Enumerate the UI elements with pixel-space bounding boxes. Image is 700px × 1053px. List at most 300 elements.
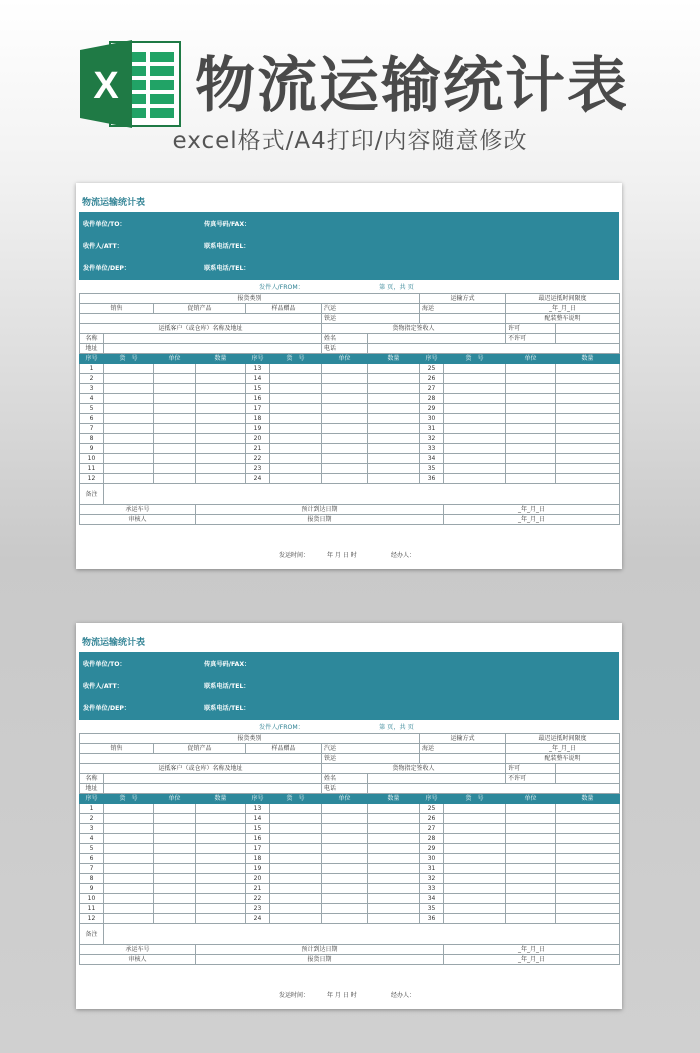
row-number-cell: 32	[420, 874, 444, 884]
empty-cell	[196, 894, 246, 904]
col-header: 单位	[506, 794, 556, 804]
empty-cell	[556, 834, 620, 844]
empty-cell	[154, 884, 196, 894]
empty-cell	[506, 834, 556, 844]
empty-cell	[270, 814, 322, 824]
empty-cell	[322, 914, 368, 924]
col-header: 货 号	[270, 794, 322, 804]
row-number-cell: 11	[80, 904, 104, 914]
row-number-cell: 9	[80, 444, 104, 454]
empty-cell	[154, 394, 196, 404]
empty-cell	[270, 864, 322, 874]
empty-cell	[322, 814, 368, 824]
empty-cell	[368, 474, 420, 484]
table-row	[80, 854, 620, 864]
eta-cell: 预计到达日期	[196, 945, 444, 955]
empty-cell	[556, 454, 620, 464]
permit-cell: 许可	[506, 764, 556, 774]
empty-cell	[368, 454, 420, 464]
receiver-info-cell: 运抵客户（或仓库）名称及地址	[80, 324, 322, 334]
empty-cell	[270, 444, 322, 454]
col-header: 货 号	[104, 354, 154, 364]
empty-cell	[444, 824, 506, 834]
empty-cell	[556, 424, 620, 434]
row-number-cell: 32	[420, 434, 444, 444]
empty-cell	[322, 444, 368, 454]
row-number-cell: 21	[246, 884, 270, 894]
empty-cell	[506, 804, 556, 814]
empty-cell	[444, 394, 506, 404]
empty-cell	[444, 434, 506, 444]
row-number-cell: 31	[420, 424, 444, 434]
rail-cell: 铁运	[322, 314, 420, 324]
table-row	[80, 414, 620, 424]
empty-cell	[196, 864, 246, 874]
empty-cell	[196, 834, 246, 844]
empty-cell	[506, 424, 556, 434]
empty-cell	[104, 874, 154, 884]
empty-cell	[556, 814, 620, 824]
empty-cell	[322, 894, 368, 904]
tel-label: 联系电话/TEL：	[204, 265, 250, 272]
empty-cell	[556, 444, 620, 454]
receiver-info-cell: 运抵客户（或仓库）名称及地址	[80, 764, 322, 774]
empty-cell	[556, 374, 620, 384]
att-label: 收件人/ATT：	[83, 683, 123, 690]
empty-cell	[368, 374, 420, 384]
table-row	[80, 844, 620, 854]
row-number-cell: 10	[80, 894, 104, 904]
sheet-preview	[76, 623, 622, 1009]
row-number-cell: 15	[246, 384, 270, 394]
col-header: 数量	[556, 354, 620, 364]
empty-cell	[556, 884, 620, 894]
empty-cell	[154, 384, 196, 394]
reviewer-cell: 审核人	[80, 955, 196, 965]
empty-cell	[444, 834, 506, 844]
empty-cell	[104, 834, 154, 844]
empty-cell	[196, 384, 246, 394]
row-number-cell: 7	[80, 864, 104, 874]
empty-cell	[196, 844, 246, 854]
empty-cell	[104, 804, 154, 814]
empty-cell	[322, 884, 368, 894]
empty-cell	[154, 474, 196, 484]
phone-cell: 电话	[322, 784, 368, 794]
address-cell: 地址	[80, 784, 104, 794]
empty-cell	[368, 864, 420, 874]
col-header: 数量	[368, 794, 420, 804]
empty-cell	[104, 914, 154, 924]
table-row	[80, 374, 620, 384]
empty-cell	[368, 404, 420, 414]
row-number-cell: 2	[80, 814, 104, 824]
empty-cell	[196, 444, 246, 454]
empty-cell	[104, 424, 154, 434]
empty-cell	[556, 404, 620, 414]
empty-cell	[506, 374, 556, 384]
empty-cell	[104, 854, 154, 864]
row-number-cell: 35	[420, 904, 444, 914]
empty-cell	[444, 424, 506, 434]
empty-cell	[506, 864, 556, 874]
table-row	[80, 814, 620, 824]
col-header: 货 号	[444, 794, 506, 804]
empty-cell	[196, 824, 246, 834]
row-number-cell: 11	[80, 464, 104, 474]
empty-cell	[322, 824, 368, 834]
empty-cell	[556, 904, 620, 914]
col-header: 单位	[506, 354, 556, 364]
empty-cell	[556, 914, 620, 924]
empty-cell	[270, 394, 322, 404]
row-number-cell: 7	[80, 424, 104, 434]
empty-cell	[270, 434, 322, 444]
empty-cell	[104, 404, 154, 414]
items-header-row	[80, 354, 620, 364]
reviewer-cell: 审核人	[80, 515, 196, 525]
row-number-cell: 36	[420, 914, 444, 924]
empty-cell	[444, 414, 506, 424]
transport-mode-header: 运输方式	[420, 734, 506, 744]
row-number-cell: 16	[246, 394, 270, 404]
row-number-cell: 6	[80, 414, 104, 424]
empty-cell	[444, 914, 506, 924]
empty-cell	[506, 454, 556, 464]
excel-logo-icon	[80, 40, 182, 128]
empty-cell	[322, 854, 368, 864]
sales-cell: 销售	[80, 304, 154, 314]
empty-cell	[270, 914, 322, 924]
table-row	[80, 884, 620, 894]
carrier-plate-cell: 承运车号	[80, 945, 196, 955]
empty-cell	[368, 874, 420, 884]
empty-cell	[322, 844, 368, 854]
row-number-cell: 29	[420, 404, 444, 414]
table-row	[80, 804, 620, 814]
row-number-cell: 20	[246, 874, 270, 884]
empty-cell	[104, 414, 154, 424]
carrier-plate-cell: 承运车号	[80, 505, 196, 515]
row-number-cell: 23	[246, 464, 270, 474]
empty-cell	[506, 824, 556, 834]
col-header: 数量	[196, 794, 246, 804]
row-number-cell: 35	[420, 464, 444, 474]
empty-cell	[270, 374, 322, 384]
row-number-cell: 13	[246, 364, 270, 374]
empty-cell	[104, 824, 154, 834]
row-number-cell: 19	[246, 864, 270, 874]
truck-note-cell: 配装整车说明	[506, 754, 620, 764]
col-header: 数量	[196, 354, 246, 364]
report-date-value-cell: _年_月_日	[444, 515, 620, 525]
to-label: 收件单位/TO：	[83, 221, 126, 228]
empty-cell	[104, 864, 154, 874]
row-number-cell: 25	[420, 804, 444, 814]
row-number-cell: 2	[80, 374, 104, 384]
empty-cell	[270, 364, 322, 374]
row-number-cell: 12	[80, 914, 104, 924]
table-row	[80, 444, 620, 454]
row-number-cell: 22	[246, 894, 270, 904]
empty-cell	[368, 434, 420, 444]
tel-label: 联系电话/TEL：	[204, 705, 250, 712]
empty-cell	[104, 374, 154, 384]
row-number-cell: 25	[420, 364, 444, 374]
no-permit-cell: 不许可	[506, 334, 556, 344]
empty-cell	[506, 854, 556, 864]
empty-cell	[270, 424, 322, 434]
empty-cell	[506, 394, 556, 404]
col-header: 数量	[556, 794, 620, 804]
row-number-cell: 3	[80, 824, 104, 834]
designated-receiver-cell: 货物指定签收人	[322, 324, 506, 334]
empty-cell	[154, 854, 196, 864]
sheet-title: 物流运输统计表	[82, 198, 146, 208]
send-time-label: 发运时间：	[279, 552, 310, 559]
empty-cell	[556, 874, 620, 884]
recipient-band	[79, 212, 619, 280]
rail-cell: 铁运	[322, 754, 420, 764]
empty-cell	[196, 904, 246, 914]
empty-cell	[368, 904, 420, 914]
empty-cell	[444, 374, 506, 384]
row-number-cell: 1	[80, 804, 104, 814]
empty-cell	[506, 384, 556, 394]
empty-cell	[154, 434, 196, 444]
dep-label: 发件单位/DEP：	[83, 265, 131, 272]
promo-cell: 促销产品	[154, 744, 246, 754]
empty-cell	[556, 844, 620, 854]
empty-cell	[196, 404, 246, 414]
empty-cell	[444, 454, 506, 464]
empty-cell	[506, 364, 556, 374]
tel-label: 联系电话/TEL：	[204, 243, 250, 250]
empty-cell	[506, 814, 556, 824]
row-number-cell: 15	[246, 824, 270, 834]
empty-cell	[368, 844, 420, 854]
empty-cell	[444, 844, 506, 854]
empty-cell	[154, 374, 196, 384]
truck-note-cell: 配装整车说明	[506, 314, 620, 324]
empty-cell	[154, 914, 196, 924]
table-row	[80, 904, 620, 914]
empty-cell	[322, 394, 368, 404]
page-title: 物流运输统计表	[195, 51, 629, 121]
report-date-value-cell: _年_月_日	[444, 955, 620, 965]
empty-cell	[154, 824, 196, 834]
empty-cell	[104, 474, 154, 484]
empty-cell	[368, 444, 420, 454]
empty-cell	[196, 414, 246, 424]
table-row	[80, 824, 620, 834]
row-number-cell: 17	[246, 844, 270, 854]
goods-type-header: 报货类别	[80, 734, 420, 744]
row-number-cell: 17	[246, 404, 270, 414]
empty-cell	[104, 894, 154, 904]
empty-cell	[196, 394, 246, 404]
row-number-cell: 14	[246, 814, 270, 824]
col-header: 序号	[420, 354, 444, 364]
latest-time-header: 最迟运抵时间限度	[506, 294, 620, 304]
empty-cell	[444, 384, 506, 394]
table-row	[80, 834, 620, 844]
empty-cell	[196, 424, 246, 434]
send-time-label: 发运时间：	[279, 992, 310, 999]
row-number-cell: 9	[80, 884, 104, 894]
empty-cell	[506, 444, 556, 454]
empty-cell	[444, 814, 506, 824]
empty-cell	[506, 904, 556, 914]
empty-cell	[506, 464, 556, 474]
empty-cell	[368, 364, 420, 374]
phone-cell: 电话	[322, 344, 368, 354]
no-permit-cell: 不许可	[506, 774, 556, 784]
footer-line	[79, 549, 619, 560]
empty-cell	[322, 874, 368, 884]
table-row	[80, 874, 620, 884]
row-number-cell: 28	[420, 834, 444, 844]
from-label: 发件人/FROM：	[259, 724, 304, 731]
empty-cell	[556, 894, 620, 904]
col-header: 单位	[322, 354, 368, 364]
transport-mode-header: 运输方式	[420, 294, 506, 304]
empty-cell	[104, 444, 154, 454]
empty-cell	[154, 844, 196, 854]
sheet-title: 物流运输统计表	[82, 638, 146, 648]
sea-cell: 海运	[420, 304, 506, 314]
row-number-cell: 14	[246, 374, 270, 384]
empty-cell	[368, 804, 420, 814]
empty-cell	[196, 464, 246, 474]
empty-cell	[322, 454, 368, 464]
col-header: 货 号	[104, 794, 154, 804]
empty-cell	[196, 474, 246, 484]
row-number-cell: 1	[80, 364, 104, 374]
empty-cell	[104, 394, 154, 404]
empty-cell	[322, 474, 368, 484]
tel-label: 联系电话/TEL：	[204, 683, 250, 690]
promo-header	[0, 0, 700, 175]
empty-cell	[104, 844, 154, 854]
empty-cell	[104, 434, 154, 444]
empty-cell	[444, 474, 506, 484]
dep-label: 发件单位/DEP：	[83, 705, 131, 712]
row-number-cell: 12	[80, 474, 104, 484]
empty-cell	[506, 474, 556, 484]
empty-cell	[154, 904, 196, 914]
empty-cell	[154, 464, 196, 474]
empty-cell	[322, 464, 368, 474]
empty-cell	[196, 874, 246, 884]
row-number-cell: 28	[420, 394, 444, 404]
from-row	[79, 720, 619, 732]
empty-cell	[444, 464, 506, 474]
fax-label: 传真号码/FAX：	[204, 221, 251, 228]
row-number-cell: 8	[80, 434, 104, 444]
empty-cell	[368, 464, 420, 474]
empty-cell	[322, 434, 368, 444]
row-number-cell: 10	[80, 454, 104, 464]
col-header: 序号	[246, 794, 270, 804]
col-header: 序号	[80, 794, 104, 804]
empty-cell	[368, 394, 420, 404]
empty-cell	[322, 904, 368, 914]
date-cell: _年_月_日	[506, 744, 620, 754]
empty-cell	[270, 904, 322, 914]
empty-cell	[556, 464, 620, 474]
empty-cell	[322, 424, 368, 434]
row-number-cell: 21	[246, 444, 270, 454]
empty-cell	[270, 844, 322, 854]
col-header: 序号	[246, 354, 270, 364]
empty-cell	[104, 884, 154, 894]
empty-cell	[444, 854, 506, 864]
row-number-cell: 23	[246, 904, 270, 914]
empty-cell	[154, 804, 196, 814]
col-header: 单位	[154, 794, 196, 804]
empty-cell	[322, 834, 368, 844]
report-date-cell: 报货日期	[196, 955, 444, 965]
empty-cell	[270, 454, 322, 464]
latest-time-header: 最迟运抵时间限度	[506, 734, 620, 744]
table-row	[80, 864, 620, 874]
empty-cell	[368, 834, 420, 844]
empty-cell	[104, 904, 154, 914]
empty-cell	[444, 904, 506, 914]
row-number-cell: 34	[420, 894, 444, 904]
empty-cell	[444, 894, 506, 904]
col-header: 单位	[322, 794, 368, 804]
sample-cell: 样品赠品	[246, 744, 322, 754]
empty-cell	[196, 814, 246, 824]
excel-logo-letter: X	[93, 65, 119, 107]
table-row	[80, 364, 620, 374]
row-number-cell: 8	[80, 874, 104, 884]
logistics-form	[79, 293, 620, 525]
table-row	[80, 394, 620, 404]
table-row	[80, 464, 620, 474]
row-number-cell: 20	[246, 434, 270, 444]
fax-label: 传真号码/FAX：	[204, 661, 251, 668]
empty-cell	[506, 844, 556, 854]
empty-cell	[322, 404, 368, 414]
empty-cell	[556, 474, 620, 484]
empty-cell	[368, 814, 420, 824]
row-number-cell: 30	[420, 854, 444, 864]
empty-cell	[368, 824, 420, 834]
row-number-cell: 27	[420, 384, 444, 394]
row-number-cell: 18	[246, 854, 270, 864]
logistics-form	[79, 733, 620, 965]
row-number-cell: 3	[80, 384, 104, 394]
person-name-cell: 姓名	[322, 774, 368, 784]
empty-cell	[270, 404, 322, 414]
to-label: 收件单位/TO：	[83, 661, 126, 668]
row-number-cell: 24	[246, 914, 270, 924]
row-number-cell: 29	[420, 844, 444, 854]
empty-cell	[154, 444, 196, 454]
empty-cell	[444, 874, 506, 884]
empty-cell	[196, 804, 246, 814]
promo-cell: 促销产品	[154, 304, 246, 314]
table-row	[80, 474, 620, 484]
empty-cell	[368, 854, 420, 864]
empty-cell	[556, 824, 620, 834]
eta-date-cell: _年_月_日	[444, 945, 620, 955]
empty-cell	[154, 404, 196, 414]
address-cell: 地址	[80, 344, 104, 354]
